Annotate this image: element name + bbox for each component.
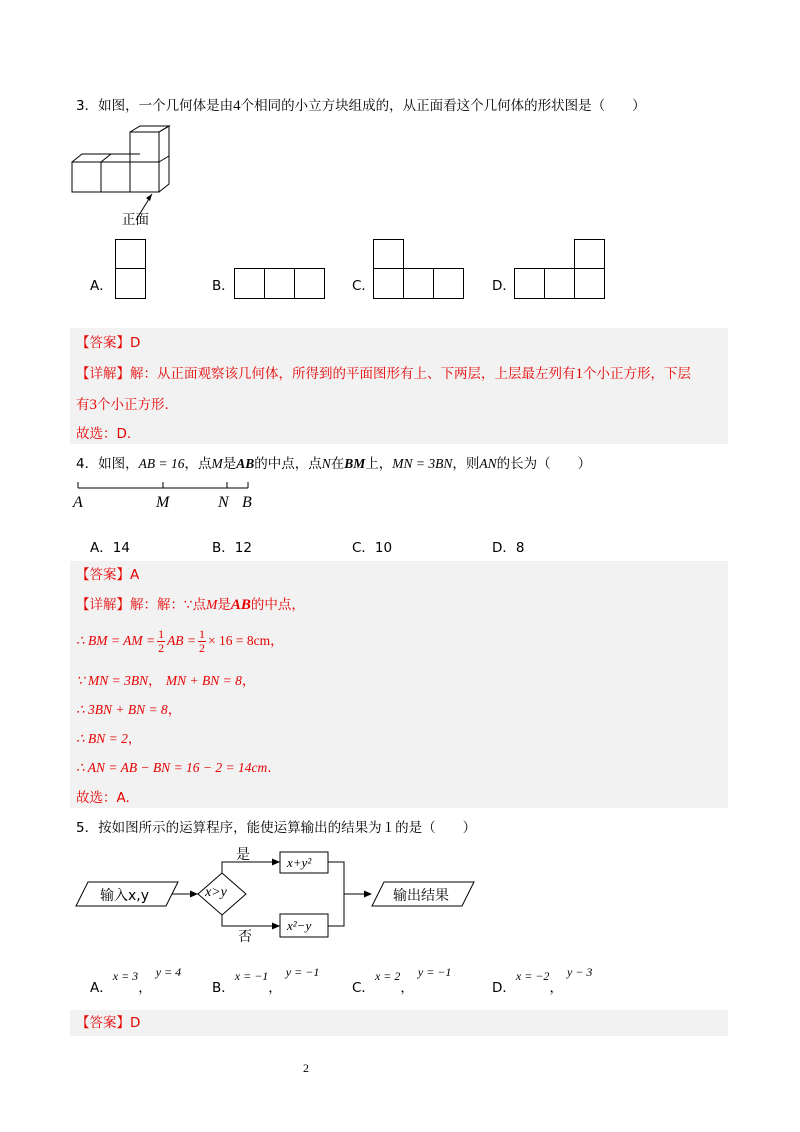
q3-option-c-figure	[373, 239, 467, 301]
fraction-half: $\frac{1}{2}$	[158, 626, 165, 655]
q4-label-n: N	[218, 494, 229, 511]
page-number: 2	[303, 1061, 309, 1075]
q4-label-m: M	[156, 494, 170, 511]
q3-option-d-figure	[514, 239, 608, 301]
q5-no-label: 否	[238, 929, 252, 945]
q4-step-4: ∴ 3BN + BN = 8，	[76, 702, 182, 718]
q4-step-3: ∵ MN = 3BN， MN + BN = 8，	[76, 673, 256, 689]
q3-stem: 3．如图，一个几何体是由4个相同的小立方块组成的，从正面看这个几何体的形状图是（ ）	[76, 98, 646, 114]
q5-yes-label: 是	[236, 847, 250, 863]
q4-detail-line-1: 【详解】解：解：∵点M是AB的中点，	[76, 597, 305, 613]
q3-option-b-figure	[234, 268, 328, 302]
q5-option-b[interactable]: B．x = −1，y = −1	[212, 965, 320, 996]
q3-front-label: 正面	[122, 212, 149, 228]
q3-option-d[interactable]: D．	[492, 278, 516, 294]
q4-step-5: ∴ BN = 2，	[76, 731, 142, 747]
q4-label-b: B	[242, 494, 252, 511]
q3-answer-block	[70, 328, 728, 444]
q5-output-box: 输出结果	[393, 888, 449, 904]
q3-answer: 【答案】D	[76, 335, 141, 351]
q5-stem: 5．按如图所示的运算程序，能使运算输出的结果为１的是（ ）	[76, 820, 477, 836]
q5-bottom-expr: x²−y	[287, 918, 312, 933]
q4-step-2: ∴ BM = AM = $\frac{1}{2}$ AB = $\frac{1}{2}$ × 16 = 8cm，	[76, 626, 284, 655]
q5-answer-block	[70, 1010, 728, 1036]
q4-option-b[interactable]: B．12	[212, 540, 252, 556]
q5-top-expr: x+y²	[287, 855, 312, 870]
q3-choose: 故选：D.	[76, 426, 132, 442]
q5-option-a[interactable]: A．x = 3，y = 4	[90, 965, 182, 996]
q4-answer: 【答案】A	[76, 567, 140, 583]
q5-condition: x>y	[205, 885, 227, 900]
q3-option-a[interactable]: A．	[90, 278, 113, 294]
q4-segment-figure	[70, 478, 270, 514]
q4-choose: 故选：A.	[76, 790, 130, 806]
fraction-half: $\frac{1}{2}$	[199, 626, 206, 655]
q4-option-a[interactable]: A．14	[90, 540, 130, 556]
q5-answer: 【答案】D	[76, 1015, 141, 1031]
q3-option-a-figure	[115, 239, 147, 301]
q4-stem: 4．如图，AB = 16，点M是AB的中点，点N在BM上，MN = 3BN，则AN的长为（ ）	[76, 456, 592, 472]
q4-option-c[interactable]: C．10	[352, 540, 393, 556]
q4-label-a: A	[73, 494, 83, 511]
q4-step-6: ∴ AN = AB − BN = 16 − 2 = 14cm.	[76, 760, 272, 776]
q5-option-c[interactable]: C．x = 2，y = −1	[352, 965, 452, 996]
q3-detail-line-2: 有3个小正方形.	[76, 397, 169, 413]
q4-option-d[interactable]: D．8	[492, 540, 525, 556]
q3-option-b[interactable]: B．	[212, 278, 235, 294]
q3-detail-line-1: 【详解】解：从正面观察该几何体，所得到的平面图形有上、下两层，上层最左列有1个小正方形，下层	[76, 366, 691, 382]
q5-option-d[interactable]: D．x = −2，y − 3	[492, 965, 593, 996]
q5-input-box: 输入x,y	[100, 888, 150, 904]
q3-option-c[interactable]: C．	[352, 278, 375, 294]
